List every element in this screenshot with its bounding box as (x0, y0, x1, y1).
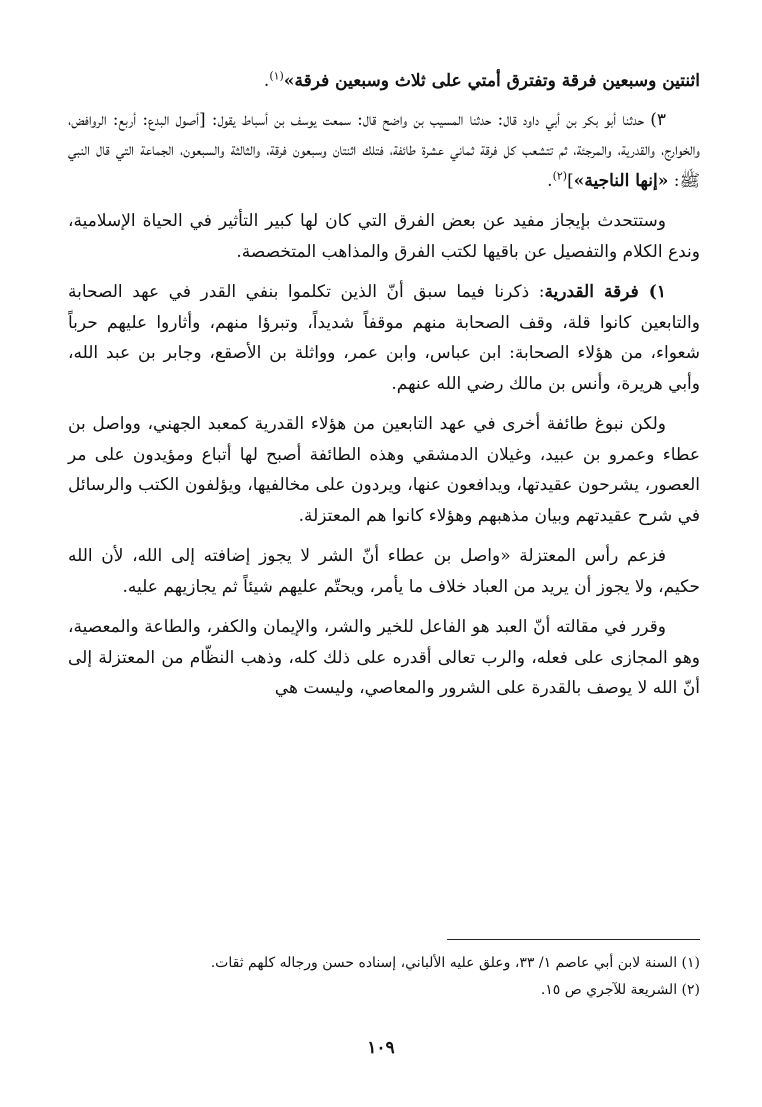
hadith-text: اثنتين وسبعين فرقة وتفترق أمتي على ثلاث وسبعين فرقة» (283, 71, 700, 91)
paragraph-7: وقرر في مقالته أنّ العبد هو الفاعل للخير والشر، والإيمان والكفر، والطاعة والمعصية، وهو المجازى على فعله، والرب تعالى أقدره على ذلك كله، وذهب النظّام من المعتزلة إلى أنّ الله لا يوصف بالقدرة على الشرور والمعاصي، وليست هي (68, 617, 700, 698)
section-heading-qadariyya: ١) فرقة القدرية (544, 282, 666, 302)
paragraph-3: وستتحدث بإيجاز مفيد عن بعض الفرق التي كان لها كبير التأثير في الحياة الإسلامية، وندع الكلام والتفصيل عن باقيها لكتب الفرق والمذاهب المتخصصة. (68, 211, 700, 262)
paragraph-2-end: . (547, 170, 553, 191)
footnote-2: (٢) الشريعة للآجري ص ١٥. (540, 982, 700, 998)
paragraph-4-text: : ذكرنا فيما سبق أنّ الذين تكلموا بنفي القدر في عهد الصحابة والتابعين كانوا قلة، وقف الصحابة منهم موقفاً شديداً، وتبرؤا منهم، وأثاروا عليهم حرباً شعواء، من هؤلاء الصحابة: ابن عباس، وابن عمر، وواثلة بن الأصقع، وجابر بن عبد الله، وأبي هريرة، وأنس بن مالك رضي الله عنهم. (68, 282, 700, 394)
paragraph-2 (68, 105, 700, 197)
paragraph-1 (68, 66, 700, 97)
paragraph-6: فزعم رأس المعتزلة «واصل بن عطاء أنّ الشر لا يجوز إضافته إلى الله، لأن الله حكيم، ولا يجوز أن يريد من العباد خلاف ما يأمر، ويحتّم عليهم شيئاً ثم يجازيهم عليه. (68, 546, 700, 597)
footnote-1: (١) السنة لابن أبي عاصم ١/ ٣٣، وعلق عليه الألباني، إسناده حسن ورجاله كلهم ثقات. (210, 955, 700, 971)
footnote-ref-2: (٢) (552, 168, 568, 182)
bracket-close: ] (567, 170, 574, 191)
page-body (68, 66, 700, 714)
paragraph-5: ولكن نبوغ طائفة أخرى في عهد التابعين من هؤلاء القدرية كمعبد الجهني، وواصل بن عطاء وعمرو بن عبيد، وغيلان الدمشقي وهذه الطائفة أصبح لها أتباع ومؤيدون على مر العصور، يشرحون عقيدتها، ويدافعون عنها، ويردون على مخالفيها، ويؤلفون الكتب والرسائل في شرح عقيدتهم وبيان مذهبهم وهؤلاء كانوا هم المعتزلة. (68, 414, 700, 526)
paragraph-4 (68, 277, 700, 399)
footnotes (68, 950, 700, 1004)
page-number: ١٠٩ (367, 1038, 395, 1058)
paragraph-1-end: . (263, 71, 270, 91)
quoted-hadith: «إنها الناجية» (573, 170, 669, 191)
footnote-divider (447, 939, 700, 940)
footnote-ref-1: (١) (269, 69, 284, 83)
paragraph-2-text: ٣) حدثنا أبو بكر بن أبي داود قال: حدثنا المسيب بن واضح قال: سمعت يوسف بن أسباط يقول: [أصول البدع: أربع: الروافض، والخوارج، والقدرية، والمرجئة، ثم تتشعب كل فرقة ثماني عشرة طائفة، فتلك اثنتان وسبعون فرقة، والثالثة والسبعون، الجماعة التي قال النبي ﷺ: (68, 109, 700, 191)
